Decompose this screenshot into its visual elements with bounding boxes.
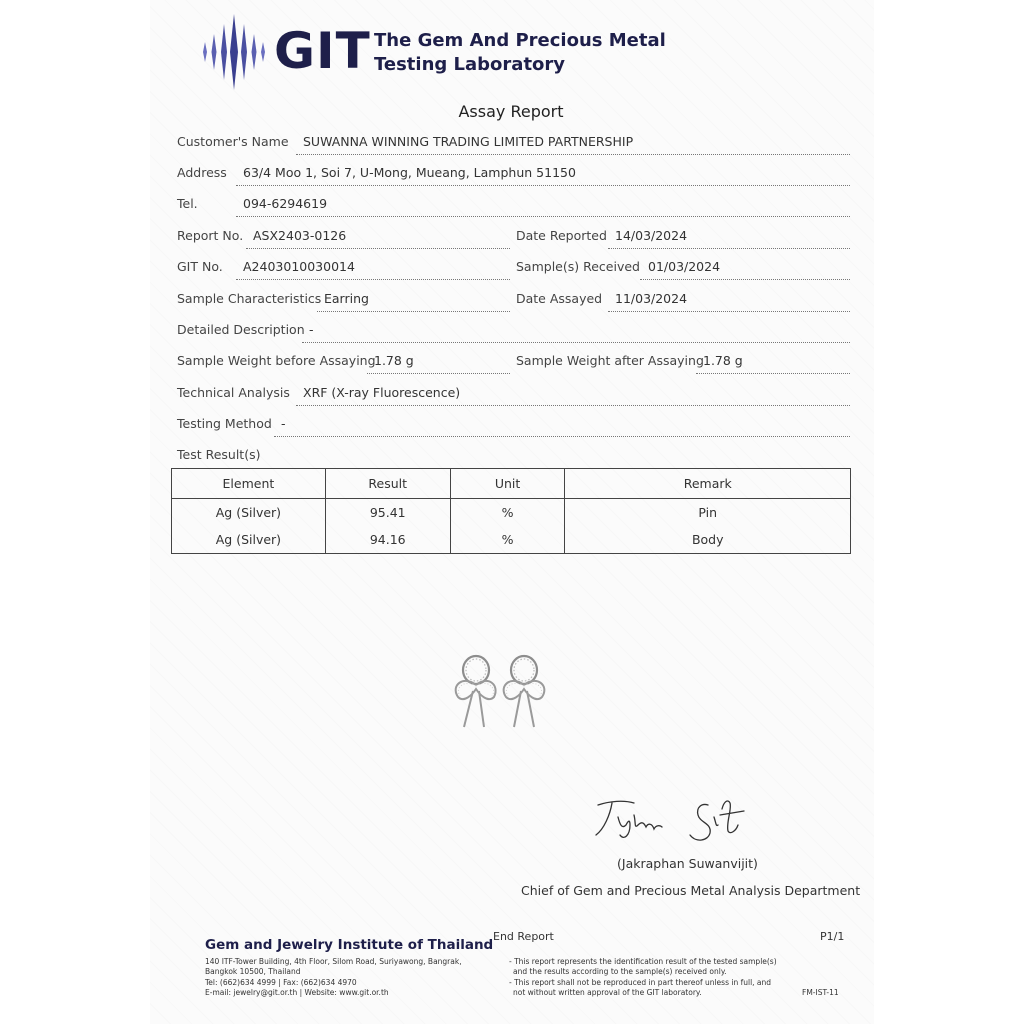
tel-line xyxy=(236,216,850,217)
test-results-label: Test Result(s) xyxy=(177,447,261,462)
git-no-line xyxy=(236,279,510,280)
end-report-text: End Report xyxy=(493,930,554,943)
samples-received-value: 01/03/2024 xyxy=(648,259,721,274)
cell-element: Ag (Silver) xyxy=(172,499,326,527)
weight-after-value: 1.78 g xyxy=(703,353,743,368)
report-no-line xyxy=(246,248,510,249)
testing-method-line xyxy=(274,436,850,437)
tel-label: Tel. xyxy=(177,196,198,211)
test-results-table xyxy=(171,468,851,554)
date-reported-label: Date Reported xyxy=(516,228,607,243)
footer-note1-line1: - This report represents the identification result of the tested sample(s) xyxy=(509,957,777,966)
cell-remark: Body xyxy=(565,526,851,554)
sample-characteristics-label: Sample Characteristics xyxy=(177,291,322,306)
report-no-value: ASX2403-0126 xyxy=(253,228,347,243)
weight-before-line xyxy=(367,373,510,374)
footer-web: E-mail: jewelry@git.or.th | Website: www.git.or.th xyxy=(205,988,389,997)
sample-characteristics-value: Earring xyxy=(324,291,369,306)
footer-institute-name: Gem and Jewelry Institute of Thailand xyxy=(205,937,494,953)
date-reported-value: 14/03/2024 xyxy=(615,228,688,243)
samples-received-label: Sample(s) Received xyxy=(516,259,640,274)
cell-unit: % xyxy=(450,526,565,554)
report-no-label: Report No. xyxy=(177,228,244,243)
footer-note1-line2: and the results according to the sample(s) received only. xyxy=(513,967,727,976)
lab-name-line2: Testing Laboratory xyxy=(374,54,566,75)
lab-name-line1: The Gem And Precious Metal xyxy=(374,30,666,51)
customer-name-label: Customer's Name xyxy=(177,134,289,149)
tel-value: 094-6294619 xyxy=(243,196,328,211)
column-header-remark: Remark xyxy=(565,469,851,499)
date-assayed-value: 11/03/2024 xyxy=(615,291,688,306)
table-row xyxy=(172,526,851,554)
signature-image xyxy=(590,795,770,850)
signatory-position: Chief of Gem and Precious Metal Analysis Department xyxy=(521,883,861,898)
testing-method-label: Testing Method xyxy=(177,416,272,431)
address-value: 63/4 Moo 1, Soi 7, U-Mong, Mueang, Lamphun 51150 xyxy=(243,165,576,180)
date-reported-line xyxy=(608,248,850,249)
cell-remark: Pin xyxy=(565,499,851,527)
testing-method-value: - xyxy=(281,416,286,431)
footer-note2-line1: - This report shall not be reproduced in part thereof unless in full, and xyxy=(509,978,772,987)
git-logo-icon xyxy=(198,14,270,90)
weight-before-label: Sample Weight before Assaying xyxy=(177,353,376,368)
form-code: FM-IST-11 xyxy=(802,988,839,997)
table-row xyxy=(172,499,851,527)
weight-after-line xyxy=(696,373,850,374)
weight-before-value: 1.78 g xyxy=(374,353,414,368)
git-no-value: A2403010030014 xyxy=(243,259,355,274)
cell-result: 94.16 xyxy=(325,526,450,554)
customer-name-line xyxy=(296,154,850,155)
git-no-label: GIT No. xyxy=(177,259,223,274)
page-number: P1/1 xyxy=(820,930,845,943)
table-header-row xyxy=(172,469,851,499)
technical-analysis-label: Technical Analysis xyxy=(177,385,290,400)
footer-note2-line2: not without written approval of the GIT laboratory. xyxy=(513,988,702,997)
footer-address-line1: 140 ITF-Tower Building, 4th Floor, Silom Road, Suriyawong, Bangrak, xyxy=(205,957,462,966)
cell-element: Ag (Silver) xyxy=(172,526,326,554)
technical-analysis-value: XRF (X-ray Fluorescence) xyxy=(303,385,461,400)
address-label: Address xyxy=(177,165,227,180)
column-header-result: Result xyxy=(325,469,450,499)
weight-after-label: Sample Weight after Assaying xyxy=(516,353,704,368)
customer-name-value: SUWANNA WINNING TRADING LIMITED PARTNERSHIP xyxy=(303,134,634,149)
date-assayed-label: Date Assayed xyxy=(516,291,603,306)
technical-analysis-line xyxy=(296,405,850,406)
logo-text: GIT xyxy=(274,22,371,80)
samples-received-line xyxy=(640,279,850,280)
detailed-description-value: - xyxy=(309,322,314,337)
signatory-name: (Jakraphan Suwanvijit) xyxy=(617,856,758,871)
date-assayed-line xyxy=(608,311,850,312)
earring-sample-image xyxy=(440,645,560,735)
address-line xyxy=(236,185,850,186)
sample-characteristics-line xyxy=(317,311,510,312)
detailed-description-line xyxy=(302,342,850,343)
footer-address-line2: Bangkok 10500, Thailand xyxy=(205,967,301,976)
column-header-unit: Unit xyxy=(450,469,565,499)
detailed-description-label: Detailed Description xyxy=(177,322,305,337)
cell-result: 95.41 xyxy=(325,499,450,527)
footer-contact: Tel: (662)634 4999 | Fax: (662)634 4970 xyxy=(205,978,357,987)
report-title: Assay Report xyxy=(458,102,564,121)
column-header-element: Element xyxy=(172,469,326,499)
cell-unit: % xyxy=(450,499,565,527)
